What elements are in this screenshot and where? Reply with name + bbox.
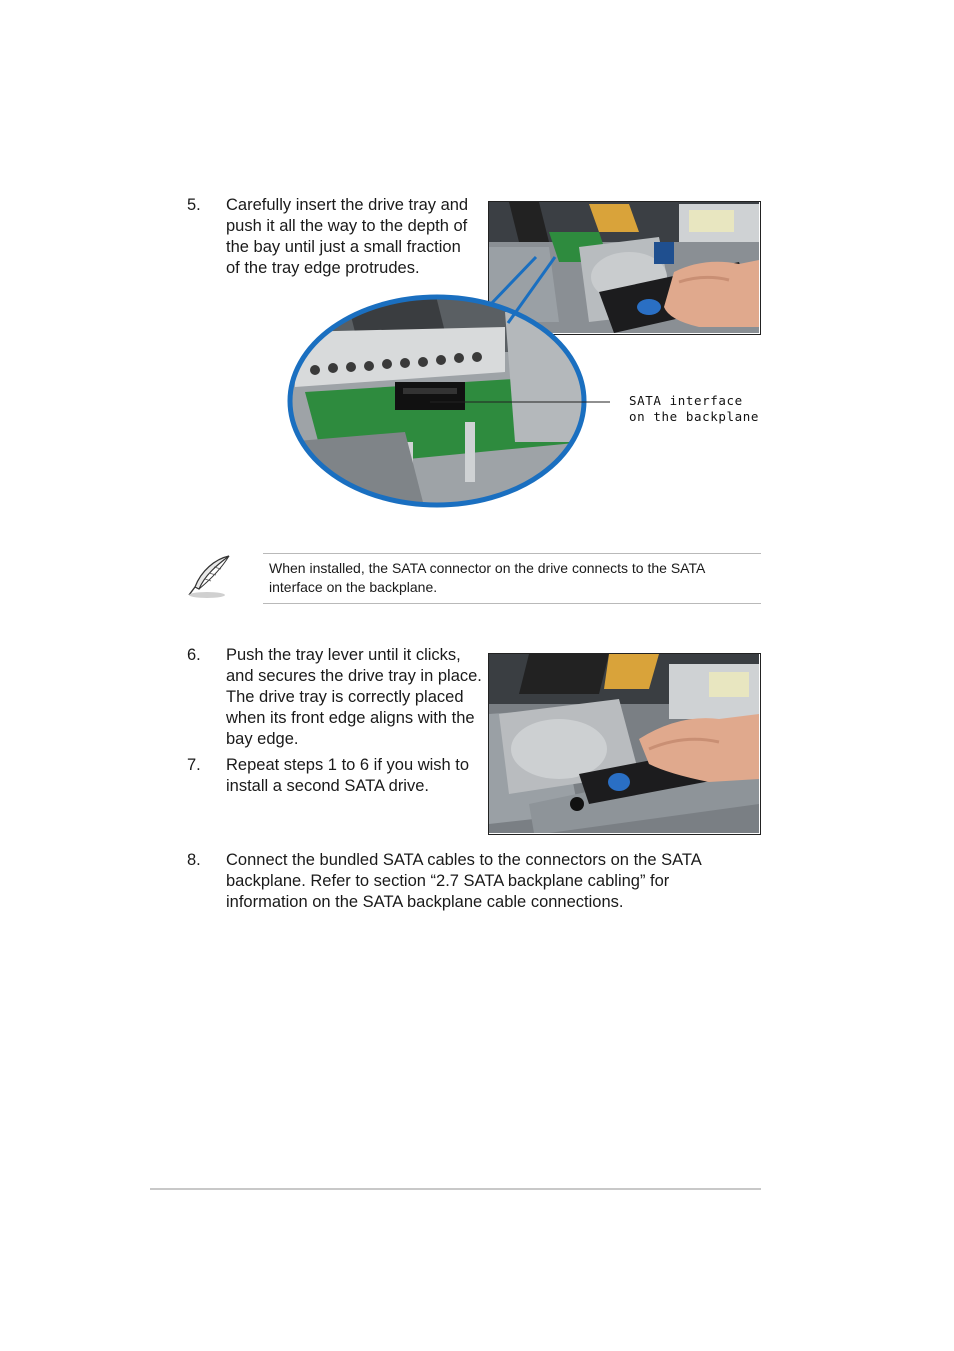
note-text: When installed, the SATA connector on the drive connects to the SATA interface on the backplane. [269, 560, 705, 595]
note-rule-bottom [263, 603, 761, 604]
sata-interface-callout [629, 393, 759, 425]
step-number: 5. [187, 196, 201, 214]
feather-pen-icon [185, 553, 233, 599]
step-number: 8. [187, 851, 201, 869]
magnifier-lines [480, 255, 560, 325]
step-text: Repeat steps 1 to 6 if you wish to install a second SATA drive. [226, 756, 470, 795]
footer-rule [150, 1188, 761, 1190]
step-text: Carefully insert the drive tray and push it all the way to the depth of the bay until just a small fraction of the tray edge protrudes. [226, 196, 469, 277]
callout-line-2: on the backplane [629, 409, 760, 424]
step-number: 7. [187, 756, 201, 774]
note-rule-top [263, 553, 761, 554]
callout-line-1: SATA interface [629, 393, 743, 408]
step-text: Connect the bundled SATA cables to the connectors on the SATA backplane. Refer to section “2.7 SATA backplane cabling” for information on the SATA backplane cable connections. [226, 851, 701, 911]
step-text: Push the tray lever until it clicks, and secures the drive tray in place. The drive tray is correctly placed when its front edge aligns with the bay edge. [226, 646, 482, 748]
tray-lever-photo [488, 653, 761, 835]
callout-leader-line [420, 380, 620, 420]
step-number: 6. [187, 646, 201, 664]
